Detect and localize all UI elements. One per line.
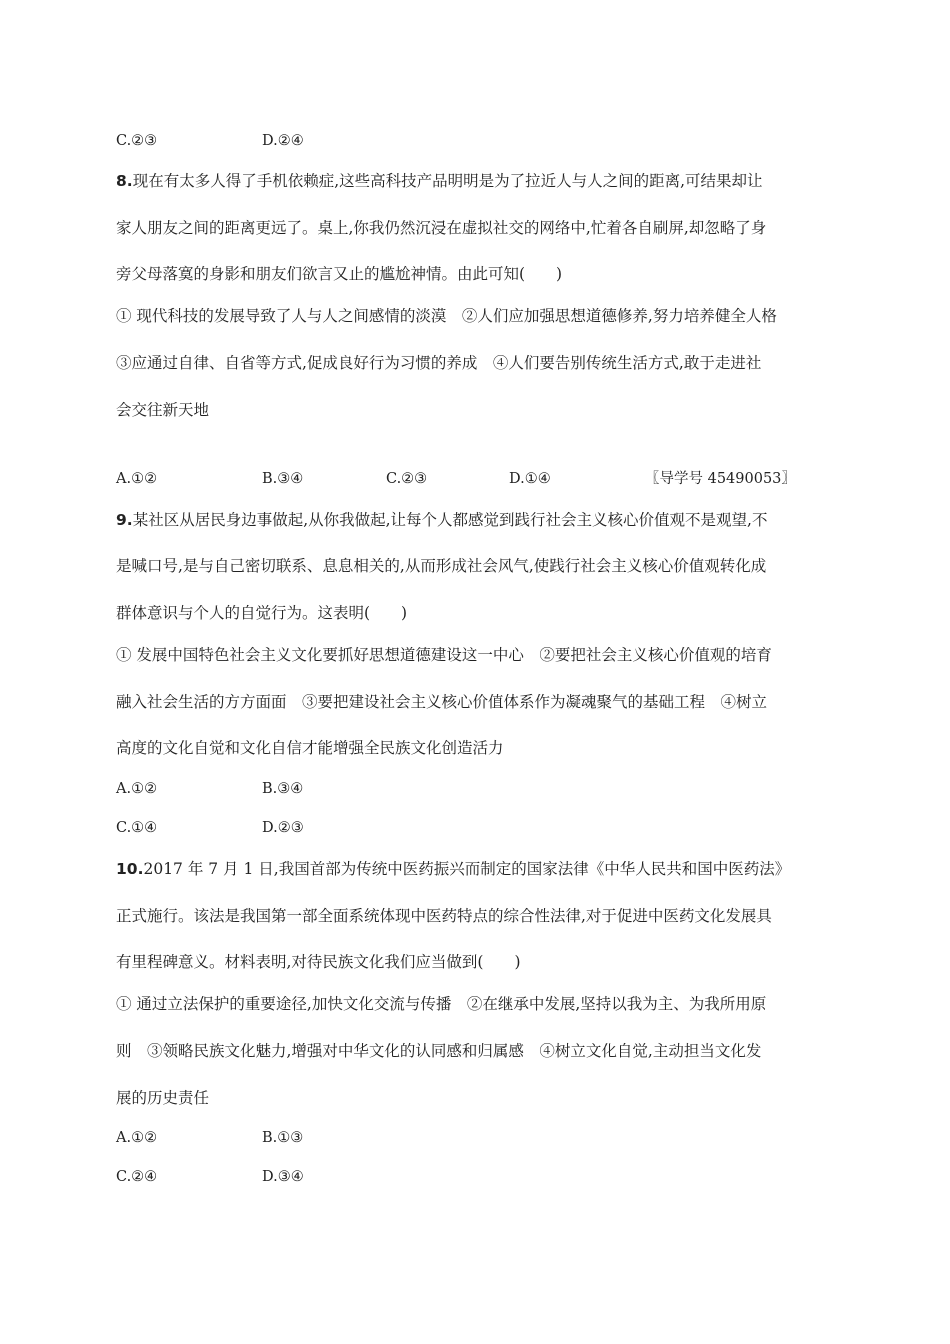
q9-statement-line-2: 融入社会生活的方方面面 ③要把建设社会主义核心价值体系作为凝魂聚气的基础工程 ④树立 [116,693,768,711]
q10-stem-line-2: 正式施行。该法是我国第一部全面系统体现中医药特点的综合性法律,对于促进中医药文化发展具 [116,907,772,925]
q8-statement-line-1: ① 现代科技的发展导致了人与人之间感情的淡漠 ②人们应加强思想道德修养,努力培养健全人格 [116,307,777,325]
q9-stem-line-1 [116,510,767,530]
q9-stem-line-3: 群体意识与个人的自觉行为。这表明( ) [116,604,408,622]
q9-stem-line-2: 是喊口号,是与自己密切联系、息息相关的,从而形成社会风气,使践行社会主义核心价值观转化成 [116,557,767,575]
q9-statement-line-1: ① 发展中国特色社会主义文化要抓好思想道德建设这一中心 ②要把社会主义核心价值观的培育 [116,646,772,664]
q10-option-d: D.③④ [262,1169,304,1185]
q10-option-c: C.②④ [116,1169,158,1185]
q8-number: 8. [116,172,133,190]
q9-option-d: D.②③ [262,820,304,836]
q8-stem-line-3: 旁父母落寞的身影和朋友们欲言又止的尴尬神情。由此可知( ) [116,265,563,283]
q7-option-d: D.②④ [262,133,304,149]
q10-statement-line-1: ① 通过立法保护的重要途径,加快文化交流与传播 ②在继承中发展,坚持以我为主、为我所用原 [116,995,767,1013]
q8-option-d: D.①④ [509,471,551,487]
q8-option-b: B.③④ [262,471,304,487]
q10-stem-line-1 [116,859,790,879]
q8-option-a: A.①② [116,471,158,487]
q10-option-b: B.①③ [262,1130,304,1146]
q8-statement-line-2: ③应通过自律、自省等方式,促成良好行为习惯的养成 ④人们要告别传统生活方式,敢于走进社 [116,354,762,372]
q9-option-b: B.③④ [262,781,304,797]
q9-statement-line-3: 高度的文化自觉和文化自信才能增强全民族文化创造活力 [116,739,504,757]
q9-option-c: C.①④ [116,820,158,836]
q8-statement-line-3: 会交往新天地 [116,401,210,419]
q10-stem-line-3: 有里程碑意义。材料表明,对待民族文化我们应当做到( ) [116,953,521,971]
q9-number: 9. [116,511,133,529]
q9-option-a: A.①② [116,781,158,797]
q10-statement-line-3: 展的历史责任 [116,1089,210,1107]
q10-statement-line-2: 则 ③领略民族文化魅力,增强对中华文化的认同感和归属感 ④树立文化自觉,主动担当文化发 [116,1042,762,1060]
q9-stem-text-1: 某社区从居民身边事做起,从你我做起,让每个人都感觉到践行社会主义核心价值观不是观望,不 [132,511,768,529]
q8-guide-ref: 〖导学号 45490053〗 [645,471,796,487]
q7-option-c: C.②③ [116,133,158,149]
q8-option-c: C.②③ [386,471,428,487]
q10-number: 10. [116,860,144,878]
q10-option-a: A.①② [116,1130,158,1146]
q8-stem-text-1: 现在有太多人得了手机依赖症,这些高科技产品明明是为了拉近人与人之间的距离,可结果却让 [132,172,763,190]
q8-stem-line-2: 家人朋友之间的距离更远了。桌上,你我仍然沉浸在虚拟社交的网络中,忙着各自刷屏,却忽略了身 [116,219,767,237]
q10-stem-text-1: 2017 年 7 月 1 日,我国首部为传统中医药振兴而制定的国家法律《中华人民共和国中医药法》 [143,860,791,878]
q8-stem-line-1 [116,171,763,191]
